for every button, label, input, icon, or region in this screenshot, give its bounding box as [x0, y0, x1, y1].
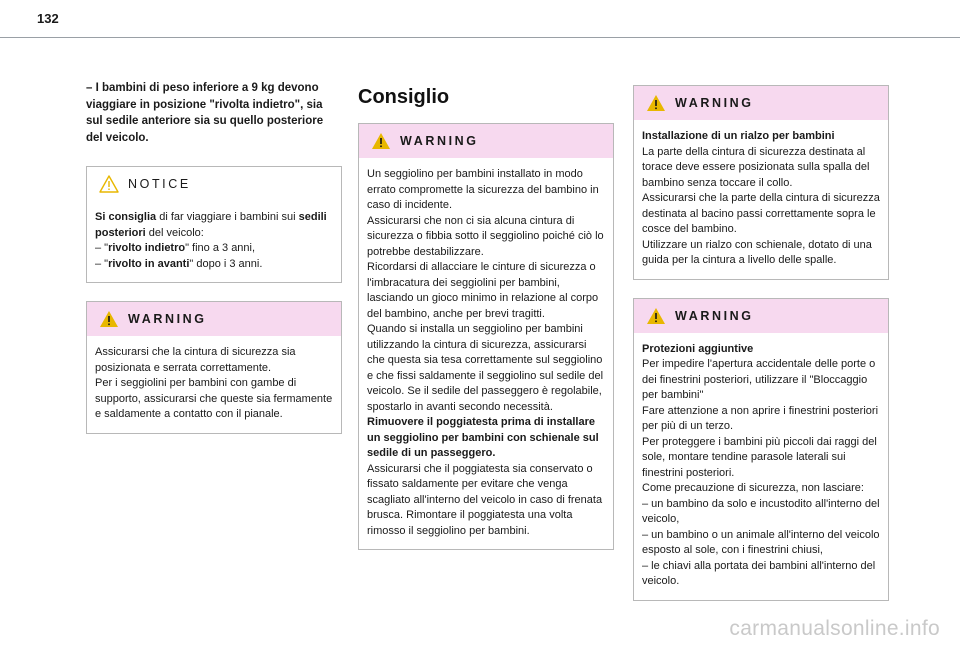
warning-body [634, 333, 888, 600]
column-3 [633, 85, 889, 619]
warning-title: WARNING [128, 312, 207, 326]
notice-item1-pre: – " [95, 242, 109, 254]
warning-icon [646, 94, 666, 112]
notice-bold-2: sedili posteriori [95, 211, 327, 239]
notice-item2-bold: rivolto in avanti [108, 257, 190, 270]
warning-bold-text: Installazione di un rialzo per bambini [642, 130, 835, 142]
notice-text-1: di far viaggiare i bambini sui [156, 211, 299, 223]
notice-item1-post: " fino a 3 anni, [185, 242, 256, 254]
notice-bold-1: Si consiglia [95, 211, 157, 223]
warning-header [634, 86, 888, 120]
watermark-text: carmanualsonline.info [729, 617, 940, 640]
warning-icon [99, 310, 119, 328]
warning-title: WARNING [400, 134, 479, 148]
warning-bold-text: Protezioni aggiuntive [642, 342, 754, 355]
warning-box-booster [633, 85, 889, 280]
notice-item1-bold: rivolto indietro [108, 242, 186, 254]
warning-box-installation [358, 123, 614, 550]
page-number: 132 [37, 11, 59, 26]
warning-icon [646, 307, 666, 325]
warning-text-2: Assicurarsi che il poggiatesta sia conservato o fissato saldamente per evitare che venga scagliato all'interno del veicolo in caso di frenata brusca. Rimontare il poggiatesta una volta rimosso il seggiolino per bambini. [367, 462, 603, 537]
column-2 [358, 80, 614, 568]
intro-paragraph: – I bambini di peso inferiore a 9 kg devono viaggiare in posizione "rivolta indietro", sia sul sedile anteriore sia su quello posteriore del veicolo. [86, 82, 324, 144]
notice-text-2: del veicolo: [145, 226, 204, 239]
section-heading: Consiglio [358, 86, 450, 108]
notice-header [87, 167, 341, 201]
warning-title: WARNING [675, 308, 754, 323]
notice-item2-post: " dopo i 3 anni. [189, 257, 263, 270]
warning-body [634, 120, 888, 279]
warning-text: La parte della cintura di sicurezza destinata al torace deve essere posizionata sulla spalla del bambino senza toccare il collo. Assicurarsi che la parte della cintura di sicurezza destinata al bacino passi correttamente sopra le cosce del bambino. Utilizzare un rialzo con schienale, dotato di una guida per la cintura a livello delle spalle. [642, 145, 880, 266]
warning-box-seatbelt [86, 301, 342, 434]
notice-box [86, 166, 342, 283]
notice-title: NOTICE [128, 177, 191, 191]
header-divider [0, 37, 960, 38]
warning-icon [371, 132, 391, 150]
notice-body [87, 201, 341, 282]
column-1 [86, 80, 342, 452]
warning-body [87, 336, 341, 433]
notice-item2-pre: – " [95, 257, 109, 270]
warning-title: WARNING [675, 96, 754, 110]
warning-box-protection [633, 298, 889, 601]
warning-text-1: Un seggiolino per bambini installato in modo errato compromette la sicurezza del bambino in caso di incidente. Assicurarsi che non ci sia alcuna cintura di sicurezza o fibbia sotto il seggiolino poiché ciò lo potrebbe destabilizzare. Ricordarsi di allacciare le cinture di sicurezza o l'imbracatura dei seggiolini per bambini, lasciando un gioco minimo in relazione al corpo del bambino, anche per brevi tragitti. Quando si installa un seggiolino per bambini utilizzando la cintura di sicurezza, assicurarsi che questa sia tesa correttamente sul seggiolino e che fissi saldamente il seggiolino sul sedile del veicolo. Se il sedile del passeggero è regolabile, spostarlo in avanti secondo necessità. [367, 168, 604, 413]
warning-bold-text: Rimuovere il poggiatesta prima di installare un seggiolino per bambini con schienale sul sedile di un passeggero. [367, 416, 599, 459]
warning-header [359, 124, 613, 158]
notice-icon [99, 175, 119, 193]
warning-text: Per impedire l'apertura accidentale delle porte o dei finestrini posteriori, utilizzare il "Bloccaggio per bambini" Fare attenzione a non aprire i finestrini posteriori per più di un terzo. Per proteggere i bambini più piccoli dai raggi del sole, montare tendine parasole laterali sui finestrini posteriori. Come precauzione di sicurezza, non lasciare: – un bambino da solo e incustodito all'interno del veicolo, – un bambino o un animale all'interno del veicolo esposto al sole, con i finestrini chiusi, – le chiavi alla portata dei bambini all'interno del veicolo. [642, 358, 880, 587]
warning-body [359, 158, 613, 549]
warning-text: Assicurarsi che la cintura di sicurezza sia posizionata e serrata correttamente. Per i seggiolini per bambini con gambe di supporto, assicurarsi che queste sia fermamente e saldamente a contatto con il pianale. [95, 346, 333, 420]
warning-header [87, 302, 341, 336]
warning-header [634, 299, 888, 333]
